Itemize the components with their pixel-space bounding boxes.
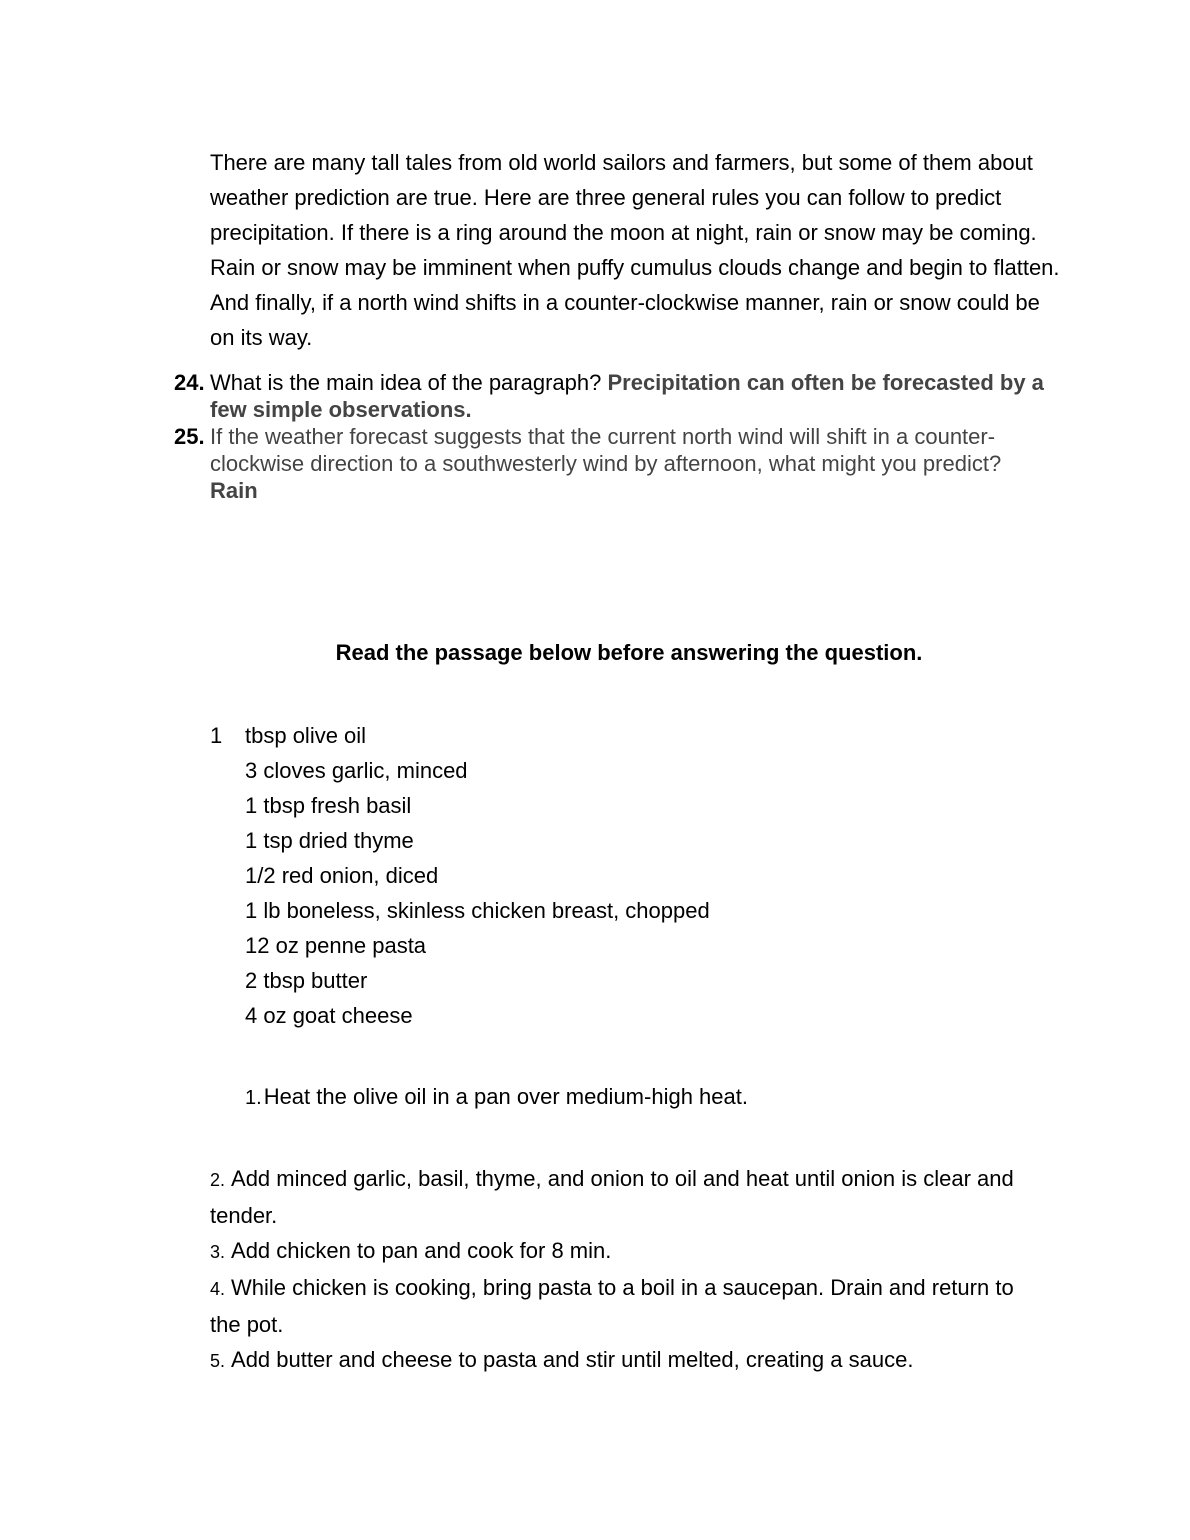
recipe-steps bbox=[210, 1161, 1050, 1379]
ingredient-item bbox=[210, 893, 1010, 928]
ingredient-list bbox=[210, 718, 1010, 1033]
question-number: 24. bbox=[174, 370, 205, 395]
recipe-step-4 bbox=[210, 1270, 1050, 1342]
recipe-step-1 bbox=[245, 1079, 748, 1116]
ingredient-text: 1 tsp dried thyme bbox=[245, 828, 414, 853]
step-number: 1. bbox=[245, 1087, 262, 1109]
answer-text: Rain bbox=[210, 478, 258, 503]
question-25 bbox=[174, 423, 1064, 504]
step-text: Add chicken to pan and cook for 8 min. bbox=[231, 1238, 612, 1263]
question-24 bbox=[174, 369, 1064, 423]
step-number: 3. bbox=[210, 1242, 226, 1262]
ingredient-item bbox=[210, 788, 1010, 823]
step-text: While chicken is cooking, bring pasta to a boil in a saucepan. Drain and return to the pot. bbox=[210, 1275, 1014, 1337]
ingredient-text: 1 tbsp fresh basil bbox=[245, 793, 412, 818]
ingredient-text: tbsp olive oil bbox=[245, 723, 367, 748]
step-number: 4. bbox=[210, 1279, 226, 1299]
ingredient-item bbox=[210, 753, 1010, 788]
step-number: 2. bbox=[210, 1170, 226, 1190]
recipe-step-2 bbox=[210, 1161, 1050, 1233]
ingredient-text: 3 cloves garlic, minced bbox=[245, 758, 468, 783]
question-text: What is the main idea of the paragraph? bbox=[210, 370, 608, 395]
recipe-step-3 bbox=[210, 1233, 1050, 1270]
ingredient-text: 4 oz goat cheese bbox=[245, 1003, 413, 1028]
question-body bbox=[210, 369, 1064, 423]
recipe-step-5 bbox=[210, 1342, 1050, 1379]
ingredient-text: 12 oz penne pasta bbox=[245, 933, 427, 958]
ingredient-item bbox=[210, 963, 1010, 998]
step-text: Heat the olive oil in a pan over medium-high heat. bbox=[263, 1084, 748, 1109]
question-text: If the weather forecast suggests that the current north wind will shift in a counter-clockwise direction to a southwesterly wind by afternoon, what might you predict? bbox=[210, 424, 1002, 476]
ingredient-item bbox=[210, 998, 1010, 1033]
step-text: Add minced garlic, basil, thyme, and onion to oil and heat until onion is clear and tender. bbox=[210, 1166, 1014, 1228]
step-number: 5. bbox=[210, 1351, 226, 1371]
question-body bbox=[210, 423, 1064, 504]
ingredient-text: 1 lb boneless, skinless chicken breast, chopped bbox=[245, 898, 710, 923]
step-text: Add butter and cheese to pasta and stir until melted, creating a sauce. bbox=[231, 1347, 914, 1372]
ingredient-text: 2 tbsp butter bbox=[245, 968, 368, 993]
section-heading: Read the passage below before answering the question. bbox=[335, 640, 923, 665]
ingredient-item bbox=[210, 823, 1010, 858]
ingredient-item bbox=[210, 928, 1010, 963]
ingredient-item bbox=[210, 718, 1010, 753]
ingredient-number: 1 bbox=[210, 723, 223, 748]
answer-text: Precipitation can often be forecasted by a few simple observations. bbox=[210, 370, 1044, 422]
weather-passage: There are many tall tales from old world sailors and farmers, but some of them about weather prediction are true. Here are three general rules you can follow to predict precipitation. If there is a ring around the moon at night, rain or snow may be coming. Rain or snow may be imminent when puffy cumulus clouds change and begin to flatten. And finally, if a north wind shifts in a counter-clockwise manner, rain or snow could be on its way. bbox=[210, 150, 1060, 350]
ingredient-text: 1/2 red onion, diced bbox=[245, 863, 439, 888]
ingredient-item bbox=[210, 858, 1010, 893]
question-number: 25. bbox=[174, 424, 205, 449]
